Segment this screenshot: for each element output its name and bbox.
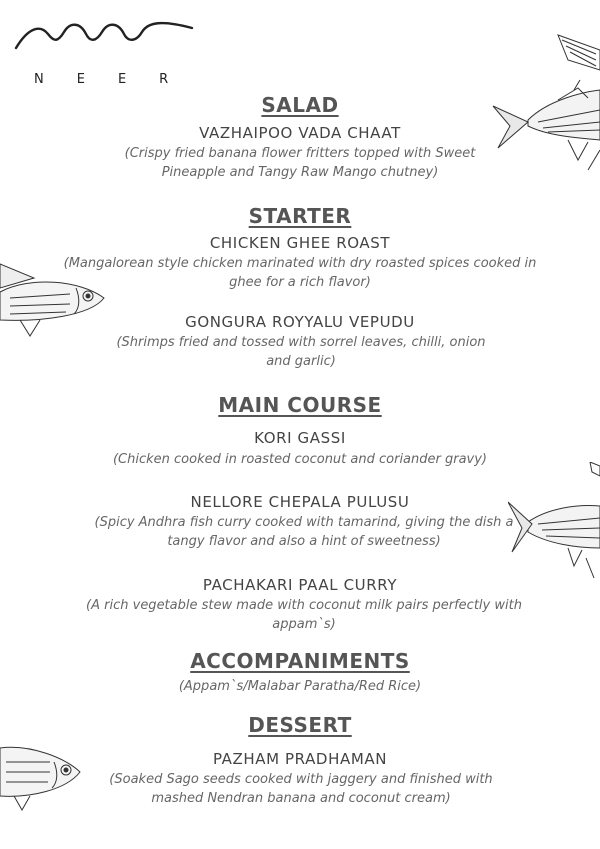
brand-logo	[14, 18, 202, 87]
section-title-main-course: MAIN COURSE	[218, 393, 382, 417]
section-title-starter: STARTER	[248, 204, 352, 228]
dish-name: NELLORE CHEPALA PULUSU	[190, 493, 410, 511]
dish-name: VAZHAIPOO VADA CHAAT	[199, 124, 401, 142]
section-title-salad: SALAD	[261, 93, 339, 117]
dish-description: (Appam`s/Malabar Paratha/Red Rice)	[178, 679, 422, 694]
section-title-dessert: DESSERT	[248, 713, 352, 737]
dish-description: (Mangalorean style chicken marinated with dry roasted spices cooked in ghee for a rich flavor)	[63, 256, 537, 290]
dish-description: (Spicy Andhra fish curry cooked with tamarind, giving the dish a tangy flavor and also a hint of sweetness)	[94, 515, 514, 549]
dish-name: CHICKEN GHEE ROAST	[209, 234, 391, 252]
section-title-accompaniments: ACCOMPANIMENTS	[190, 649, 410, 673]
dish-name: PAZHAM PRADHAMAN	[212, 750, 388, 768]
dish-description: (Crispy fried banana flower fritters topped with Sweet Pineapple and Tangy Raw Mango chutney)	[124, 146, 476, 180]
dish-description: (Shrimps fried and tossed with sorrel leaves, chilli, onion and garlic)	[116, 335, 486, 369]
dish-description: (Chicken cooked in roasted coconut and coriander gravy)	[112, 452, 488, 467]
dish-description: (Soaked Sago seeds cooked with jaggery and finished with mashed Nendran banana and coconut cream)	[109, 772, 493, 806]
dish-name: GONGURA ROYYALU VEPUDU	[185, 313, 415, 331]
dish-description: (A rich vegetable stew made with coconut milk pairs perfectly with appam`s)	[86, 598, 522, 632]
brand-name: NEER	[34, 72, 202, 87]
dish-name: PACHAKARI PAAL CURRY	[202, 576, 398, 594]
logo-wave-icon	[14, 18, 194, 52]
dish-name: KORI GASSI	[254, 429, 346, 447]
